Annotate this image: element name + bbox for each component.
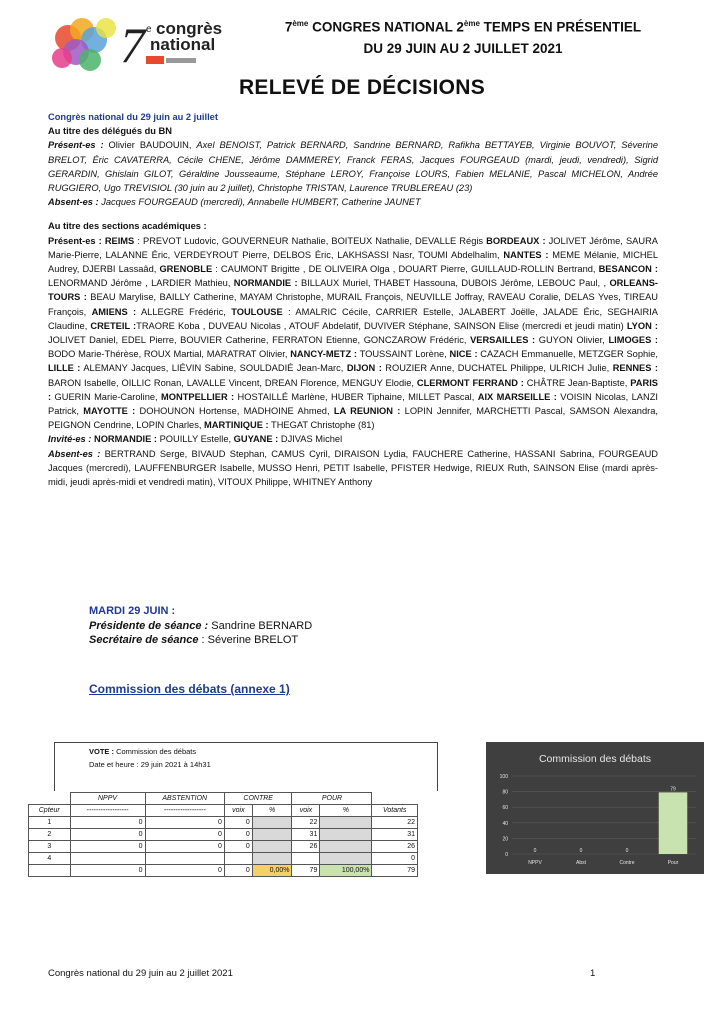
section-members: JOLIVET Jérôme, SAURA Marie-Pierre, LALANNE Éric, VERDEYROUT Pierre, DELBOS Éric, LAKHSASSI Nasr, TOUMI Abdelhalim, <box>48 235 658 260</box>
section-members: BARON Isabelle, OILLIC Ronan, LAVALLE Vincent, DREAN Florence, MENGUY Elodie, <box>48 377 417 388</box>
section-name: RENNES : <box>612 363 659 374</box>
vote-row: 4 0 <box>29 853 418 865</box>
section-members: ALEMANY Jacques, LIÉVIN Sabine, SOULDADIÉ Jean-Marc, <box>80 363 347 374</box>
header-line-1: 7ème CONGRES NATIONAL 2ème TEMPS EN PRÉSENTIEL <box>284 19 642 35</box>
section-members: : CAUMONT Brigitte , DE OLIVEIRA Olga , DOUART Pierre, GUILLAUD-ROLLIN Bertrand, <box>212 264 599 275</box>
section-members: : PREVOT Ludovic, GOUVERNEUR Nathalie, BOITEUX Nathalie, DEVALLE Régis <box>134 235 487 246</box>
page-number: 1 <box>590 968 596 979</box>
section-name: CRETEIL : <box>90 320 137 331</box>
footer-text: Congrès national du 29 juin au 2 juillet 2021 <box>48 968 233 979</box>
section-name: GRENOBLE <box>159 264 213 275</box>
header-line-2: DU 29 JUIN AU 2 JUILLET 2021 <box>363 41 563 56</box>
section-members: BILLAUX Muriel, THABET Hassouna, DUBOIS Jérôme, LEBOUC Paul, , <box>297 278 610 289</box>
page-title: RELEVÉ DE DÉCISIONS <box>238 76 486 99</box>
section-name: BESANCON : <box>598 264 658 275</box>
vote-chart <box>486 742 704 874</box>
vote-table <box>28 742 418 872</box>
session-block <box>89 604 312 648</box>
section-name: BORDEAUX : <box>486 235 546 246</box>
vote-date: Date et heure : 29 juin 2021 à 14h31 <box>89 760 211 769</box>
chart-x-tick: Pour <box>667 860 679 866</box>
section-name: LIMOGES : <box>608 335 658 346</box>
chart-y-tick: 80 <box>502 789 508 796</box>
section-name: NICE : <box>449 349 478 360</box>
section-name: MONTPELLIER : <box>161 391 235 402</box>
vote-box <box>54 742 438 791</box>
sections-heading: Au titre des sections académiques : <box>48 221 207 232</box>
section-members: HOSTAILLÉ Marlène, HUBER Tiphaine, MILLET Pascal, <box>234 391 478 402</box>
section-name: LA REUNION : <box>333 406 401 417</box>
section-name: NANTES : <box>503 249 549 260</box>
logo-text-2: national <box>150 35 216 54</box>
invited: Invité-es : NORMANDIE : POUILLY Estelle, GUYANE : DJIVAS Michel <box>48 434 343 445</box>
section-members: GUYON Olivier, <box>535 335 609 346</box>
chart-y-tick: 0 <box>505 852 508 858</box>
chart-y-tick: 100 <box>499 774 508 780</box>
section-members: ROUZIER Anne, DUCHATEL Philippe, ULRICH Julie, <box>381 363 613 374</box>
section-members: VOISIN Nicolas, LANZI Patrick, <box>48 391 658 417</box>
section-name: LYON : <box>626 320 658 331</box>
section-members: TRAORE Koba , DUVEAU Nicolas , ATOUF Abdelatif, DUVIVER Stéphane, SAINSON Elise (mercredi et jeudi matin) <box>136 320 627 331</box>
bn-heading: Au titre des délégués du BN <box>48 126 172 137</box>
chart-x-tick: NPPV <box>528 860 542 866</box>
section-name: ORLEANS-TOURS : <box>48 278 659 303</box>
vote-row: 1 0 0 0 22 22 <box>29 817 418 829</box>
section-members: GUERIN Marie-Caroline, <box>51 391 162 402</box>
section-members: TOUSSAINT Lorène, <box>357 349 450 360</box>
section-name: AMIENS : <box>91 306 137 317</box>
chart-data-label: 79 <box>670 786 676 793</box>
section-members: DOHOUNON Hortense, MADHOINE Ahmed, <box>135 406 334 417</box>
sections-absent: Absent-es : BERTRAND Serge, BIVAUD Stephan, CAMUS Cyril, DIRAISON Lydia, FAUCHERE Catherine, HASSANI Sabrina, FOURGEAUD Jacques (mercredi), LAUFFENBURGER Isabelle, MUSSO Henri, PETIT Isabelle, PFISTER Hedwige, RIEUX Ruth, SAINSON Elise (mardi après-midi, jeudi après-midi et vendredi matin), VITOUX Philippe, WHITNEY Anthony <box>48 448 659 488</box>
logo-number: 7 <box>120 17 145 73</box>
section-name: MARTINIQUE : <box>204 420 269 431</box>
vote-title: VOTE : Commission des débats <box>89 747 197 756</box>
chart-title: Commission des débats <box>538 753 652 765</box>
section-name: PARIS : <box>48 377 659 402</box>
commission-link[interactable]: Commission des débats (annexe 1) <box>89 682 290 696</box>
section-name: NORMANDIE : <box>233 278 298 289</box>
section-name: CLERMONT FERRAND : <box>416 377 524 388</box>
congress-heading: Congrès national du 29 juin au 2 juillet <box>48 112 218 122</box>
chart-data-label: 0 <box>579 848 583 854</box>
section-members: CHÂTRE Jean-Baptiste, <box>523 377 631 388</box>
section-members: BODO Marie-Thérèse, ROUX Martial, MARATRAT Olivier, <box>48 349 291 360</box>
sections-present: Présent-es : REIMS : PREVOT Ludovic, GOUVERNEUR Nathalie, BOITEUX Nathalie, DEVALLE Régis BORDEAUX : JOLIVET Jérôme, SAURA Marie-Pierre, LALANNE Éric, VERDEYROUT Pierre, DELBOS Éric, LAKHSASSI Nasr, TOUMI Abdelhalim, NANTES : MEME Mélanie, MICHEL Audrey, DJERBI Lassaâd, GRENOBLE : CAUMONT Brigitte , DE OLIVEIRA Olga , DOUART Pierre, GUILLAUD-ROLLIN Bertrand, BESANCON : LENORMAND Jérôme , LARDIER Mathieu, NORMANDIE : BILLAUX Muriel, THABET Hassouna, DUBOIS Jérôme, LEBOUC Paul, , ORLEANS-TOURS : BEAU Marylise, BAILLY Catherine, MAYAM Christophe, MURAIL François, NEUVILLE Joffray, RAVEAU Coralie, DELAS Yves, TIREAU François, AMIENS : ALLEGRE Frédéric, TOULOUSE : AMALRIC Cécile, CARRIER Estelle, JALABERT Joëlle, JALADE Éric, SEGHAIRIA Claudine, CRETEIL :TRAORE Koba , DUVEAU Nicolas , ATOUF Abdelatif, DUVIVER Stéphane, SAINSON Elise (mercredi et jeudi matin) LYON : JOLIVET Daniel, EDEL Pierre, BOUVIER Catherine, FERRATON Etienne, GONCZAROW Frédéric, VERSAILLES : GUYON Olivier, LIMOGES : BODO Marie-Thérèse, ROUX Martial, MARATRAT Olivier, NANCY-METZ : TOUSSAINT Lorène, NICE : CAZACH Emmanuelle, METZGER Sophie, LILLE : ALEMANY Jacques, LIÉVIN Sabine, SOULDADIÉ Jean-Marc, DIJON : ROUZIER Anne, DUCHATEL Philippe, ULRICH Julie, RENNES : BARON Isabelle, OILLIC Ronan, LAVALLE Vincent, DREAN Florence, MENGUY Elodie, CLERMONT FERRAND : CHÂTRE Jean-Baptiste, PARIS : GUERIN Marie-Caroline, MONTPELLIER : HOSTAILLÉ Marlène, HUBER Tiphaine, MILLET Pascal, AIX MARSEILLE : VOISIN Nicolas, LANZI Patrick, MAYOTTE : DOHOUNON Hortense, MADHOINE Ahmed, LA REUNION : LOPIN Jennifer, MARCHETTI Pascal, SAMSON Alexandra, PEIGNON Cendrine, LOPIN Charles, MARTINIQUE : THEGAT Christophe (81) <box>48 235 659 431</box>
session-day: MARDI 29 JUIN : <box>89 605 176 617</box>
vote-totals-row: 0 0 0 0,00% 79 100,00% 79 <box>29 865 418 877</box>
session-secretary: Secrétaire de séance : Séverine BRELOT <box>89 634 299 646</box>
section-name: VERSAILLES : <box>470 335 536 346</box>
logo-text-1: congrès <box>156 19 223 38</box>
section-name: AIX MARSEILLE : <box>477 391 557 402</box>
chart-bar <box>659 792 688 854</box>
bn-present: Présent-es : Olivier BAUDOUIN, Axel BENOIST, Patrick BERNARD, Sandrine BERNARD, Rafikha BETTAYEB, Virginie BOUVOT, Séverine BRELOT, Éric CAVATERRA, Cécile CHENE, Jérôme DAMMEREY, Franck FERAS, Jacques FOURGEAUD (mardi, jeudi, vendredi), Sigrid GERARDIN, Ghislain GILOT, Géraldine Jousseaume, Stéphane LEROY, Françoise LOURS, Fabien MELANIE, Pascal MICHELON, Andrée RUGGIERO, Ugo TREVISIOL (30 juin au 2 juillet), Christophe TRISTAN, Laurence TRUBLEREAU (23) <box>48 140 658 194</box>
section-members: LENORMAND Jérôme , LARDIER Mathieu, <box>48 278 234 289</box>
attendance-section <box>48 110 658 489</box>
section-members: BEAU Marylise, BAILLY Catherine, MAYAM Christophe, MURAIL François, NEUVILLE Joffray, RAVEAU Coralie, DELAS Yves, TIREAU François, <box>48 292 659 317</box>
vote-row: 3 0 0 0 26 26 <box>29 841 418 853</box>
chart-y-tick: 60 <box>502 805 508 812</box>
chart-y-tick: 20 <box>502 836 508 843</box>
chart-data-label: 0 <box>625 848 629 854</box>
section-members: JOLIVET Daniel, EDEL Pierre, BOUVIER Catherine, FERRATON Etienne, GONCZAROW Frédéric, <box>48 335 471 346</box>
section-members: CAZACH Emmanuelle, METZGER Sophie, <box>477 349 658 360</box>
vote-results: NPPV ABSTENTION CONTRE POUR Cpteur ------------------ ------------------ voix % voix % Votants 1 0 0 0 22 22 2 0 0 0 31 31 3 0 0 0 26 26 4 0 0 0 0 0,00% 79 100,00% 79 <box>28 792 418 877</box>
section-name: DIJON : <box>346 363 382 374</box>
congress-logo <box>46 8 226 80</box>
section-name: REIMS <box>104 235 135 246</box>
vote-row: 2 0 0 0 31 31 <box>29 829 418 841</box>
bn-absent: Absent-es : Jacques FOURGEAUD (mercredi), Annabelle HUMBERT, Catherine JAUNET <box>48 197 421 208</box>
chart-x-tick: Contre <box>619 860 635 866</box>
section-members: MEME Mélanie, MICHEL Audrey, DJERBI Lassaâd, <box>48 249 658 275</box>
chart-x-tick: Abst <box>575 860 587 866</box>
section-members: : AMALRIC Cécile, CARRIER Estelle, JALABERT Joëlle, JALADE Éric, SEGHAIRIA Claudine, <box>48 306 658 331</box>
section-name: MAYOTTE : <box>83 406 136 417</box>
section-members: LOPIN Jennifer, MARCHETTI Pascal, SAMSON Alexandra, PEIGNON Cendrine, LOPIN Charles, <box>48 406 658 431</box>
section-name: TOULOUSE <box>231 306 283 317</box>
session-president: Présidente de séance : Sandrine BERNARD <box>89 619 313 632</box>
section-name: NANCY-METZ : <box>290 349 358 360</box>
section-name: LILLE : <box>48 363 81 374</box>
svg-text:e: e <box>146 24 152 35</box>
chart-data-label: 0 <box>533 848 537 854</box>
chart-y-tick: 40 <box>502 820 508 827</box>
section-members: ALLEGRE Frédéric, <box>136 306 232 317</box>
section-members: THEGAT Christophe (81) <box>268 420 375 431</box>
